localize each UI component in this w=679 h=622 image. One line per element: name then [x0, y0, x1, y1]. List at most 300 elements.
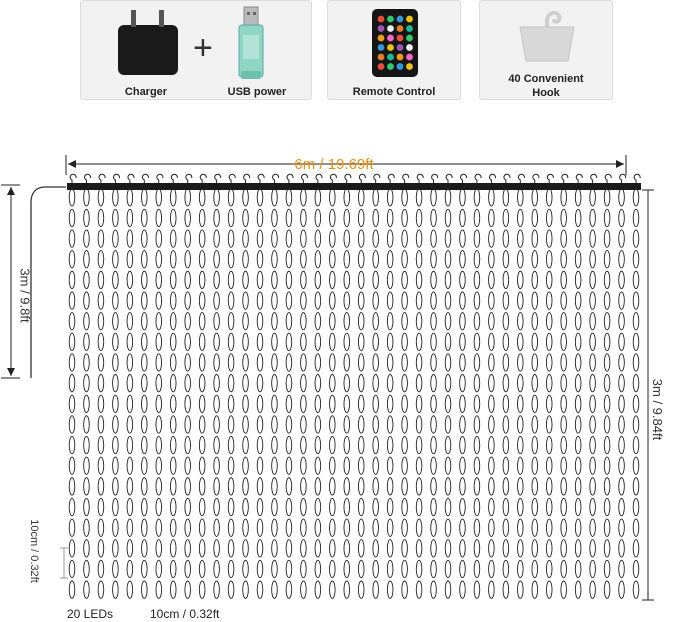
led-bulb	[127, 189, 133, 206]
led-bulb	[546, 436, 552, 453]
led-bulb	[272, 416, 278, 433]
led-strands	[67, 174, 641, 598]
led-bulb	[127, 395, 133, 412]
led-bulb	[185, 478, 191, 495]
led-bulb	[373, 581, 379, 598]
led-strand	[387, 174, 394, 598]
led-bulb	[156, 189, 162, 206]
led-strand	[344, 174, 351, 598]
led-bulb	[127, 436, 133, 453]
led-bulb	[315, 540, 321, 557]
led-bulb	[98, 540, 104, 557]
led-bulb	[228, 189, 234, 206]
led-bulb	[431, 292, 437, 309]
led-bulb	[243, 478, 249, 495]
led-bulb	[84, 416, 90, 433]
led-bulb	[344, 581, 350, 598]
led-bulb	[170, 581, 176, 598]
led-bulb	[445, 354, 451, 371]
led-bulb	[387, 251, 393, 268]
led-bulb	[142, 375, 148, 392]
led-bulb	[185, 333, 191, 350]
led-bulb	[590, 375, 596, 392]
led-bulb	[416, 395, 422, 412]
led-bulb	[575, 230, 581, 247]
led-bulb	[199, 292, 205, 309]
led-bulb	[272, 375, 278, 392]
led-bulb	[489, 209, 495, 226]
led-bulb	[257, 251, 263, 268]
hook-label-line1: 40 Convenient	[508, 73, 584, 85]
led-bulb	[243, 457, 249, 474]
led-bulb	[503, 271, 509, 288]
led-bulb	[416, 540, 422, 557]
led-bulb	[590, 313, 596, 330]
led-bulb	[214, 230, 220, 247]
led-bulb	[445, 333, 451, 350]
led-bulb	[257, 230, 263, 247]
led-strand	[228, 174, 235, 598]
led-bulb	[373, 436, 379, 453]
led-bulb	[575, 333, 581, 350]
led-bulb	[272, 189, 278, 206]
led-bulb	[272, 478, 278, 495]
led-bulb	[431, 560, 437, 577]
led-bulb	[344, 375, 350, 392]
led-bulb	[344, 292, 350, 309]
led-bulb	[301, 436, 307, 453]
led-bulb	[633, 519, 639, 536]
led-bulb	[156, 209, 162, 226]
led-bulb	[358, 395, 364, 412]
led-bulb	[199, 189, 205, 206]
led-bulb	[373, 375, 379, 392]
led-bulb	[301, 540, 307, 557]
led-bulb	[590, 416, 596, 433]
led-bulb	[604, 478, 610, 495]
led-bulb	[243, 436, 249, 453]
led-bulb	[431, 313, 437, 330]
led-bulb	[387, 581, 393, 598]
led-bulb	[257, 581, 263, 598]
led-strand	[460, 174, 467, 598]
led-bulb	[460, 292, 466, 309]
led-bulb	[358, 230, 364, 247]
led-bulb	[301, 313, 307, 330]
led-bulb	[431, 375, 437, 392]
led-bulb	[272, 457, 278, 474]
led-bulb	[243, 230, 249, 247]
led-bulb	[170, 354, 176, 371]
led-bulb	[373, 560, 379, 577]
led-bulb	[402, 416, 408, 433]
led-bulb	[460, 333, 466, 350]
led-bulb	[214, 416, 220, 433]
led-bulb	[416, 581, 422, 598]
led-bulb	[358, 498, 364, 515]
led-bulb	[387, 271, 393, 288]
led-bulb	[561, 457, 567, 474]
led-bulb	[113, 457, 119, 474]
led-bulb	[633, 251, 639, 268]
led-bulb	[286, 354, 292, 371]
led-bulb	[518, 395, 524, 412]
led-bulb	[69, 416, 75, 433]
led-bulb	[214, 271, 220, 288]
led-bulb	[460, 478, 466, 495]
led-bulb	[633, 540, 639, 557]
left-height-dimension	[1, 185, 66, 378]
led-bulb	[156, 375, 162, 392]
led-bulb	[546, 271, 552, 288]
led-bulb	[98, 209, 104, 226]
led-bulb	[185, 416, 191, 433]
led-bulb	[387, 375, 393, 392]
led-bulb	[199, 333, 205, 350]
led-bulb	[431, 230, 437, 247]
led-bulb	[344, 560, 350, 577]
led-bulb	[532, 478, 538, 495]
led-bulb	[373, 354, 379, 371]
led-bulb	[330, 375, 336, 392]
led-bulb	[330, 189, 336, 206]
led-bulb	[69, 189, 75, 206]
led-strand	[575, 174, 582, 598]
led-bulb	[532, 581, 538, 598]
led-bulb	[590, 395, 596, 412]
led-strand	[373, 174, 380, 598]
led-bulb	[330, 519, 336, 536]
led-bulb	[546, 519, 552, 536]
led-bulb	[445, 457, 451, 474]
led-bulb	[344, 519, 350, 536]
led-bulb	[301, 375, 307, 392]
led-bulb	[113, 354, 119, 371]
led-bulb	[561, 209, 567, 226]
led-bulb	[474, 313, 480, 330]
led-bulb	[156, 251, 162, 268]
led-bulb	[142, 416, 148, 433]
led-bulb	[199, 271, 205, 288]
led-strand	[489, 174, 496, 598]
led-bulb	[228, 540, 234, 557]
led-bulb	[69, 457, 75, 474]
led-bulb	[199, 478, 205, 495]
led-bulb	[416, 230, 422, 247]
led-bulb	[532, 416, 538, 433]
led-bulb	[633, 498, 639, 515]
led-bulb	[199, 354, 205, 371]
led-bulb	[84, 519, 90, 536]
led-bulb	[315, 333, 321, 350]
led-bulb	[113, 333, 119, 350]
led-bulb	[460, 581, 466, 598]
led-strand	[503, 174, 510, 598]
led-bulb	[127, 251, 133, 268]
led-bulb	[503, 251, 509, 268]
led-bulb	[315, 292, 321, 309]
led-bulb	[575, 313, 581, 330]
led-bulb	[358, 189, 364, 206]
led-bulb	[373, 189, 379, 206]
led-bulb	[257, 436, 263, 453]
led-bulb	[518, 354, 524, 371]
led-bulb	[243, 354, 249, 371]
led-bulb	[445, 436, 451, 453]
led-bulb	[489, 230, 495, 247]
led-bulb	[84, 209, 90, 226]
led-bulb	[358, 560, 364, 577]
led-bulb	[344, 354, 350, 371]
led-bulb	[127, 540, 133, 557]
led-bulb	[604, 271, 610, 288]
led-bulb	[445, 395, 451, 412]
led-bulb	[518, 209, 524, 226]
led-bulb	[69, 540, 75, 557]
led-bulb	[358, 519, 364, 536]
led-bulb	[272, 519, 278, 536]
led-bulb	[561, 251, 567, 268]
led-bulb	[286, 271, 292, 288]
led-bulb	[460, 416, 466, 433]
led-bulb	[257, 375, 263, 392]
led-bulb	[604, 416, 610, 433]
led-bulb	[402, 375, 408, 392]
led-bulb	[633, 292, 639, 309]
led-bulb	[518, 540, 524, 557]
led-bulb	[431, 498, 437, 515]
led-bulb	[113, 560, 119, 577]
led-bulb	[503, 498, 509, 515]
led-bulb	[387, 436, 393, 453]
led-bulb	[142, 581, 148, 598]
led-bulb	[604, 375, 610, 392]
led-bulb	[503, 189, 509, 206]
led-bulb	[633, 416, 639, 433]
led-bulb	[575, 560, 581, 577]
led-bulb	[69, 354, 75, 371]
led-bulb	[330, 581, 336, 598]
led-bulb	[373, 478, 379, 495]
led-bulb	[257, 189, 263, 206]
led-bulb	[604, 230, 610, 247]
led-bulb	[98, 375, 104, 392]
led-bulb	[214, 313, 220, 330]
led-bulb	[590, 251, 596, 268]
led-bulb	[330, 436, 336, 453]
led-bulb	[373, 271, 379, 288]
led-bulb	[272, 395, 278, 412]
led-strand	[69, 174, 76, 598]
led-bulb	[286, 478, 292, 495]
led-bulb	[257, 209, 263, 226]
led-bulb	[358, 416, 364, 433]
led-bulb	[387, 209, 393, 226]
led-bulb	[474, 230, 480, 247]
led-bulb	[142, 436, 148, 453]
led-bulb	[373, 457, 379, 474]
led-bulb	[474, 457, 480, 474]
led-bulb	[489, 560, 495, 577]
led-bulb	[185, 581, 191, 598]
led-bulb	[243, 189, 249, 206]
led-bulb	[228, 519, 234, 536]
led-bulb	[330, 395, 336, 412]
led-bulb	[416, 498, 422, 515]
led-bulb	[243, 540, 249, 557]
led-bulb	[301, 230, 307, 247]
led-bulb	[474, 271, 480, 288]
led-bulb	[474, 375, 480, 392]
left-height-label: 3m / 9.8ft	[17, 268, 33, 323]
led-strand	[315, 174, 322, 598]
led-bulb	[315, 436, 321, 453]
led-bulb	[532, 375, 538, 392]
led-bulb	[98, 560, 104, 577]
leds-count-label: 20 LEDs	[67, 607, 114, 621]
led-bulb	[590, 209, 596, 226]
led-bulb	[315, 354, 321, 371]
led-bulb	[330, 478, 336, 495]
led-bulb	[286, 498, 292, 515]
led-bulb	[489, 189, 495, 206]
led-bulb	[113, 416, 119, 433]
led-bulb	[214, 519, 220, 536]
led-bulb	[445, 498, 451, 515]
led-bulb	[127, 292, 133, 309]
led-bulb	[590, 457, 596, 474]
led-strand	[431, 174, 438, 598]
led-bulb	[199, 375, 205, 392]
led-bulb	[127, 457, 133, 474]
led-bulb	[272, 230, 278, 247]
led-bulb	[69, 436, 75, 453]
led-bulb	[619, 313, 625, 330]
led-bulb	[315, 560, 321, 577]
led-bulb	[619, 251, 625, 268]
led-bulb	[185, 436, 191, 453]
led-bulb	[170, 271, 176, 288]
led-bulb	[286, 436, 292, 453]
led-bulb	[315, 251, 321, 268]
led-bulb	[532, 540, 538, 557]
led-bulb	[243, 560, 249, 577]
led-bulb	[503, 416, 509, 433]
led-bulb	[243, 498, 249, 515]
led-bulb	[358, 457, 364, 474]
led-bulb	[185, 313, 191, 330]
led-bulb	[344, 498, 350, 515]
led-bulb	[633, 560, 639, 577]
led-bulb	[344, 209, 350, 226]
led-bulb	[532, 271, 538, 288]
led-bulb	[373, 292, 379, 309]
led-bulb	[344, 540, 350, 557]
led-bulb	[127, 375, 133, 392]
led-bulb	[69, 333, 75, 350]
led-bulb	[431, 540, 437, 557]
led-bulb	[387, 519, 393, 536]
led-bulb	[561, 436, 567, 453]
led-bulb	[518, 560, 524, 577]
led-bulb	[214, 498, 220, 515]
led-bulb	[330, 292, 336, 309]
led-bulb	[387, 416, 393, 433]
led-bulb	[604, 560, 610, 577]
led-bulb	[69, 292, 75, 309]
led-bulb	[315, 519, 321, 536]
led-strand	[257, 174, 264, 598]
led-bulb	[575, 375, 581, 392]
led-bulb	[474, 333, 480, 350]
led-bulb	[489, 478, 495, 495]
led-bulb	[445, 292, 451, 309]
led-bulb	[344, 333, 350, 350]
led-bulb	[590, 436, 596, 453]
led-bulb	[489, 416, 495, 433]
led-bulb	[590, 333, 596, 350]
led-bulb	[228, 560, 234, 577]
led-bulb	[185, 395, 191, 412]
led-strand	[98, 174, 105, 598]
led-bulb	[546, 457, 552, 474]
led-bulb	[460, 560, 466, 577]
led-bulb	[518, 313, 524, 330]
led-bulb	[330, 416, 336, 433]
led-bulb	[460, 230, 466, 247]
led-bulb	[387, 540, 393, 557]
led-bulb	[387, 395, 393, 412]
led-bulb	[561, 498, 567, 515]
led-bulb	[633, 375, 639, 392]
led-bulb	[286, 560, 292, 577]
led-bulb	[619, 498, 625, 515]
led-bulb	[546, 189, 552, 206]
led-bulb	[431, 189, 437, 206]
led-bulb	[460, 271, 466, 288]
led-bulb	[243, 209, 249, 226]
led-bulb	[387, 333, 393, 350]
led-bulb	[98, 354, 104, 371]
led-bulb	[460, 457, 466, 474]
led-bulb	[590, 560, 596, 577]
led-bulb	[142, 209, 148, 226]
led-bulb	[228, 436, 234, 453]
led-strand	[330, 174, 337, 598]
led-bulb	[489, 333, 495, 350]
led-bulb	[402, 292, 408, 309]
led-bulb	[228, 457, 234, 474]
led-bulb	[604, 581, 610, 598]
led-bulb	[156, 333, 162, 350]
led-bulb	[156, 230, 162, 247]
led-bulb	[604, 354, 610, 371]
led-bulb	[604, 457, 610, 474]
led-bulb	[257, 478, 263, 495]
led-bulb	[113, 519, 119, 536]
led-bulb	[489, 436, 495, 453]
led-strand	[590, 174, 597, 598]
led-bulb	[503, 292, 509, 309]
led-bulb	[503, 333, 509, 350]
led-bulb	[301, 519, 307, 536]
led-strand	[358, 174, 365, 598]
led-strand	[156, 174, 163, 598]
led-bulb	[301, 209, 307, 226]
led-bulb	[214, 436, 220, 453]
led-bulb	[98, 292, 104, 309]
led-bulb	[489, 581, 495, 598]
